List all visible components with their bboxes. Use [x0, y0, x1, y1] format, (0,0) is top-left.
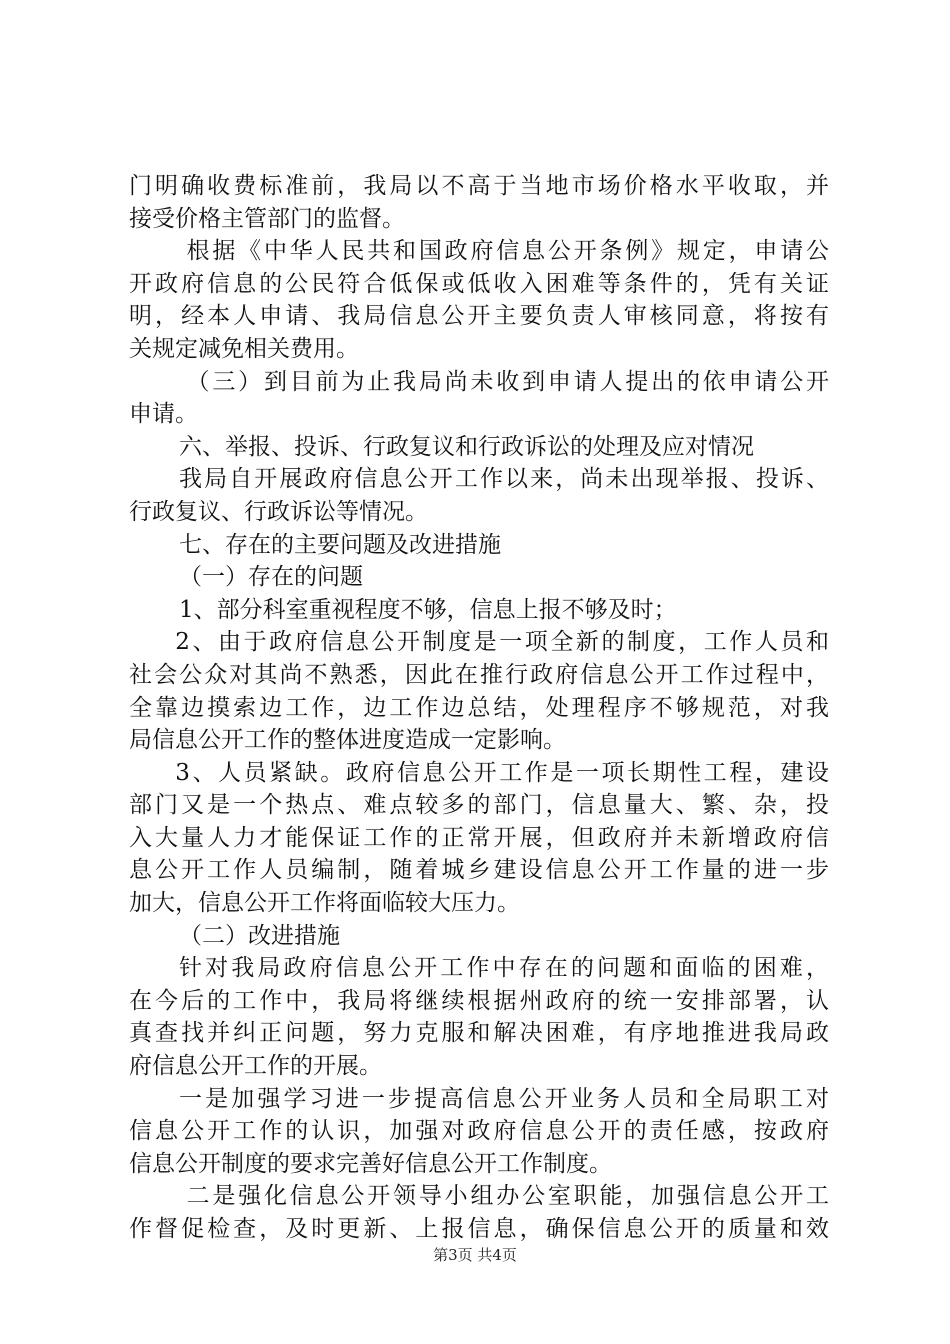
document-body	[129, 170, 829, 1246]
text-line: 根据《中华人民共和国政府信息公开条例》规定，申请公	[186, 238, 829, 265]
text-line: 接受价格主管部门的监督。	[129, 205, 405, 232]
text-line: 息公开工作人员编制，随着城乡建设信息公开工作量的进一步	[129, 857, 829, 884]
text-line: 一是加强学习进一步提高信息公开业务人员和全局职工对	[179, 1085, 829, 1112]
text-line: 六、举报、投诉、行政复议和行政诉讼的处理及应对情况	[179, 433, 754, 460]
text-line: （三）到目前为止我局尚未收到申请人提出的依申请公开	[186, 368, 829, 395]
text-line: 明，经本人申请、我局信息公开主要负责人审核同意，将按有	[129, 303, 829, 330]
text-line: 2、由于政府信息公开制度是一项全新的制度，工作人员和	[175, 629, 829, 656]
text-line: 针对我局政府信息公开工作中存在的问题和面临的困难，	[179, 955, 829, 982]
text-line: 社会公众对其尚不熟悉，因此在推行政府信息公开工作过程中，	[129, 661, 829, 688]
text-line: 我局自开展政府信息公开工作以来，尚未出现举报、投诉、	[179, 466, 829, 493]
text-line: 局信息公开工作的整体进度造成一定影响。	[129, 727, 566, 754]
text-line: （二）改进措施	[179, 922, 340, 949]
text-line: 行政复议、行政诉讼等情况。	[129, 498, 428, 525]
text-line: 门明确收费标准前，我局以不高于当地市场价格水平收取，并	[129, 173, 829, 199]
text-line: 加大，信息公开工作将面临较大压力。	[129, 890, 520, 917]
text-line: 全靠边摸索边工作，边工作边总结，处理程序不够规范，对我	[129, 694, 829, 721]
text-line: 开政府信息的公民符合低保或低收入困难等条件的，凭有关证	[129, 270, 829, 297]
text-line: 关规定减免相关费用。	[129, 335, 359, 362]
text-line: 真查找并纠正问题，努力克服和解决困难，有序地推进我局政	[129, 1020, 829, 1047]
text-line: 信息公开制度的要求完善好信息公开工作制度。	[129, 1150, 612, 1177]
text-line: 部门又是一个热点、难点较多的部门，信息量大、繁、杂，投	[129, 792, 829, 819]
page-number-label: 第3页 共4页	[433, 1246, 517, 1264]
text-line: （一）存在的问题	[179, 564, 363, 591]
text-line: 府信息公开工作的开展。	[129, 1053, 382, 1080]
text-line: 二是强化信息公开领导小组办公室职能，加强信息公开工	[186, 1183, 829, 1210]
page-footer	[0, 1245, 950, 1265]
text-line: 入大量人力才能保证工作的正常开展，但政府并未新增政府信	[129, 824, 829, 851]
text-line: 七、存在的主要问题及改进措施	[179, 531, 501, 558]
text-line: 信息公开工作的认识，加强对政府信息公开的责任感，按政府	[129, 1118, 829, 1145]
text-line: 在今后的工作中，我局将继续根据州政府的统一安排部署，认	[129, 987, 829, 1014]
text-line: 3、人员紧缺。政府信息公开工作是一项长期性工程，建设	[175, 759, 829, 786]
text-line: 作督促检查，及时更新、上报信息，确保信息公开的质量和效	[129, 1216, 829, 1242]
text-line: 申请。	[129, 401, 198, 428]
text-line: 1、部分科室重视程度不够，信息上报不够及时；	[179, 596, 677, 623]
